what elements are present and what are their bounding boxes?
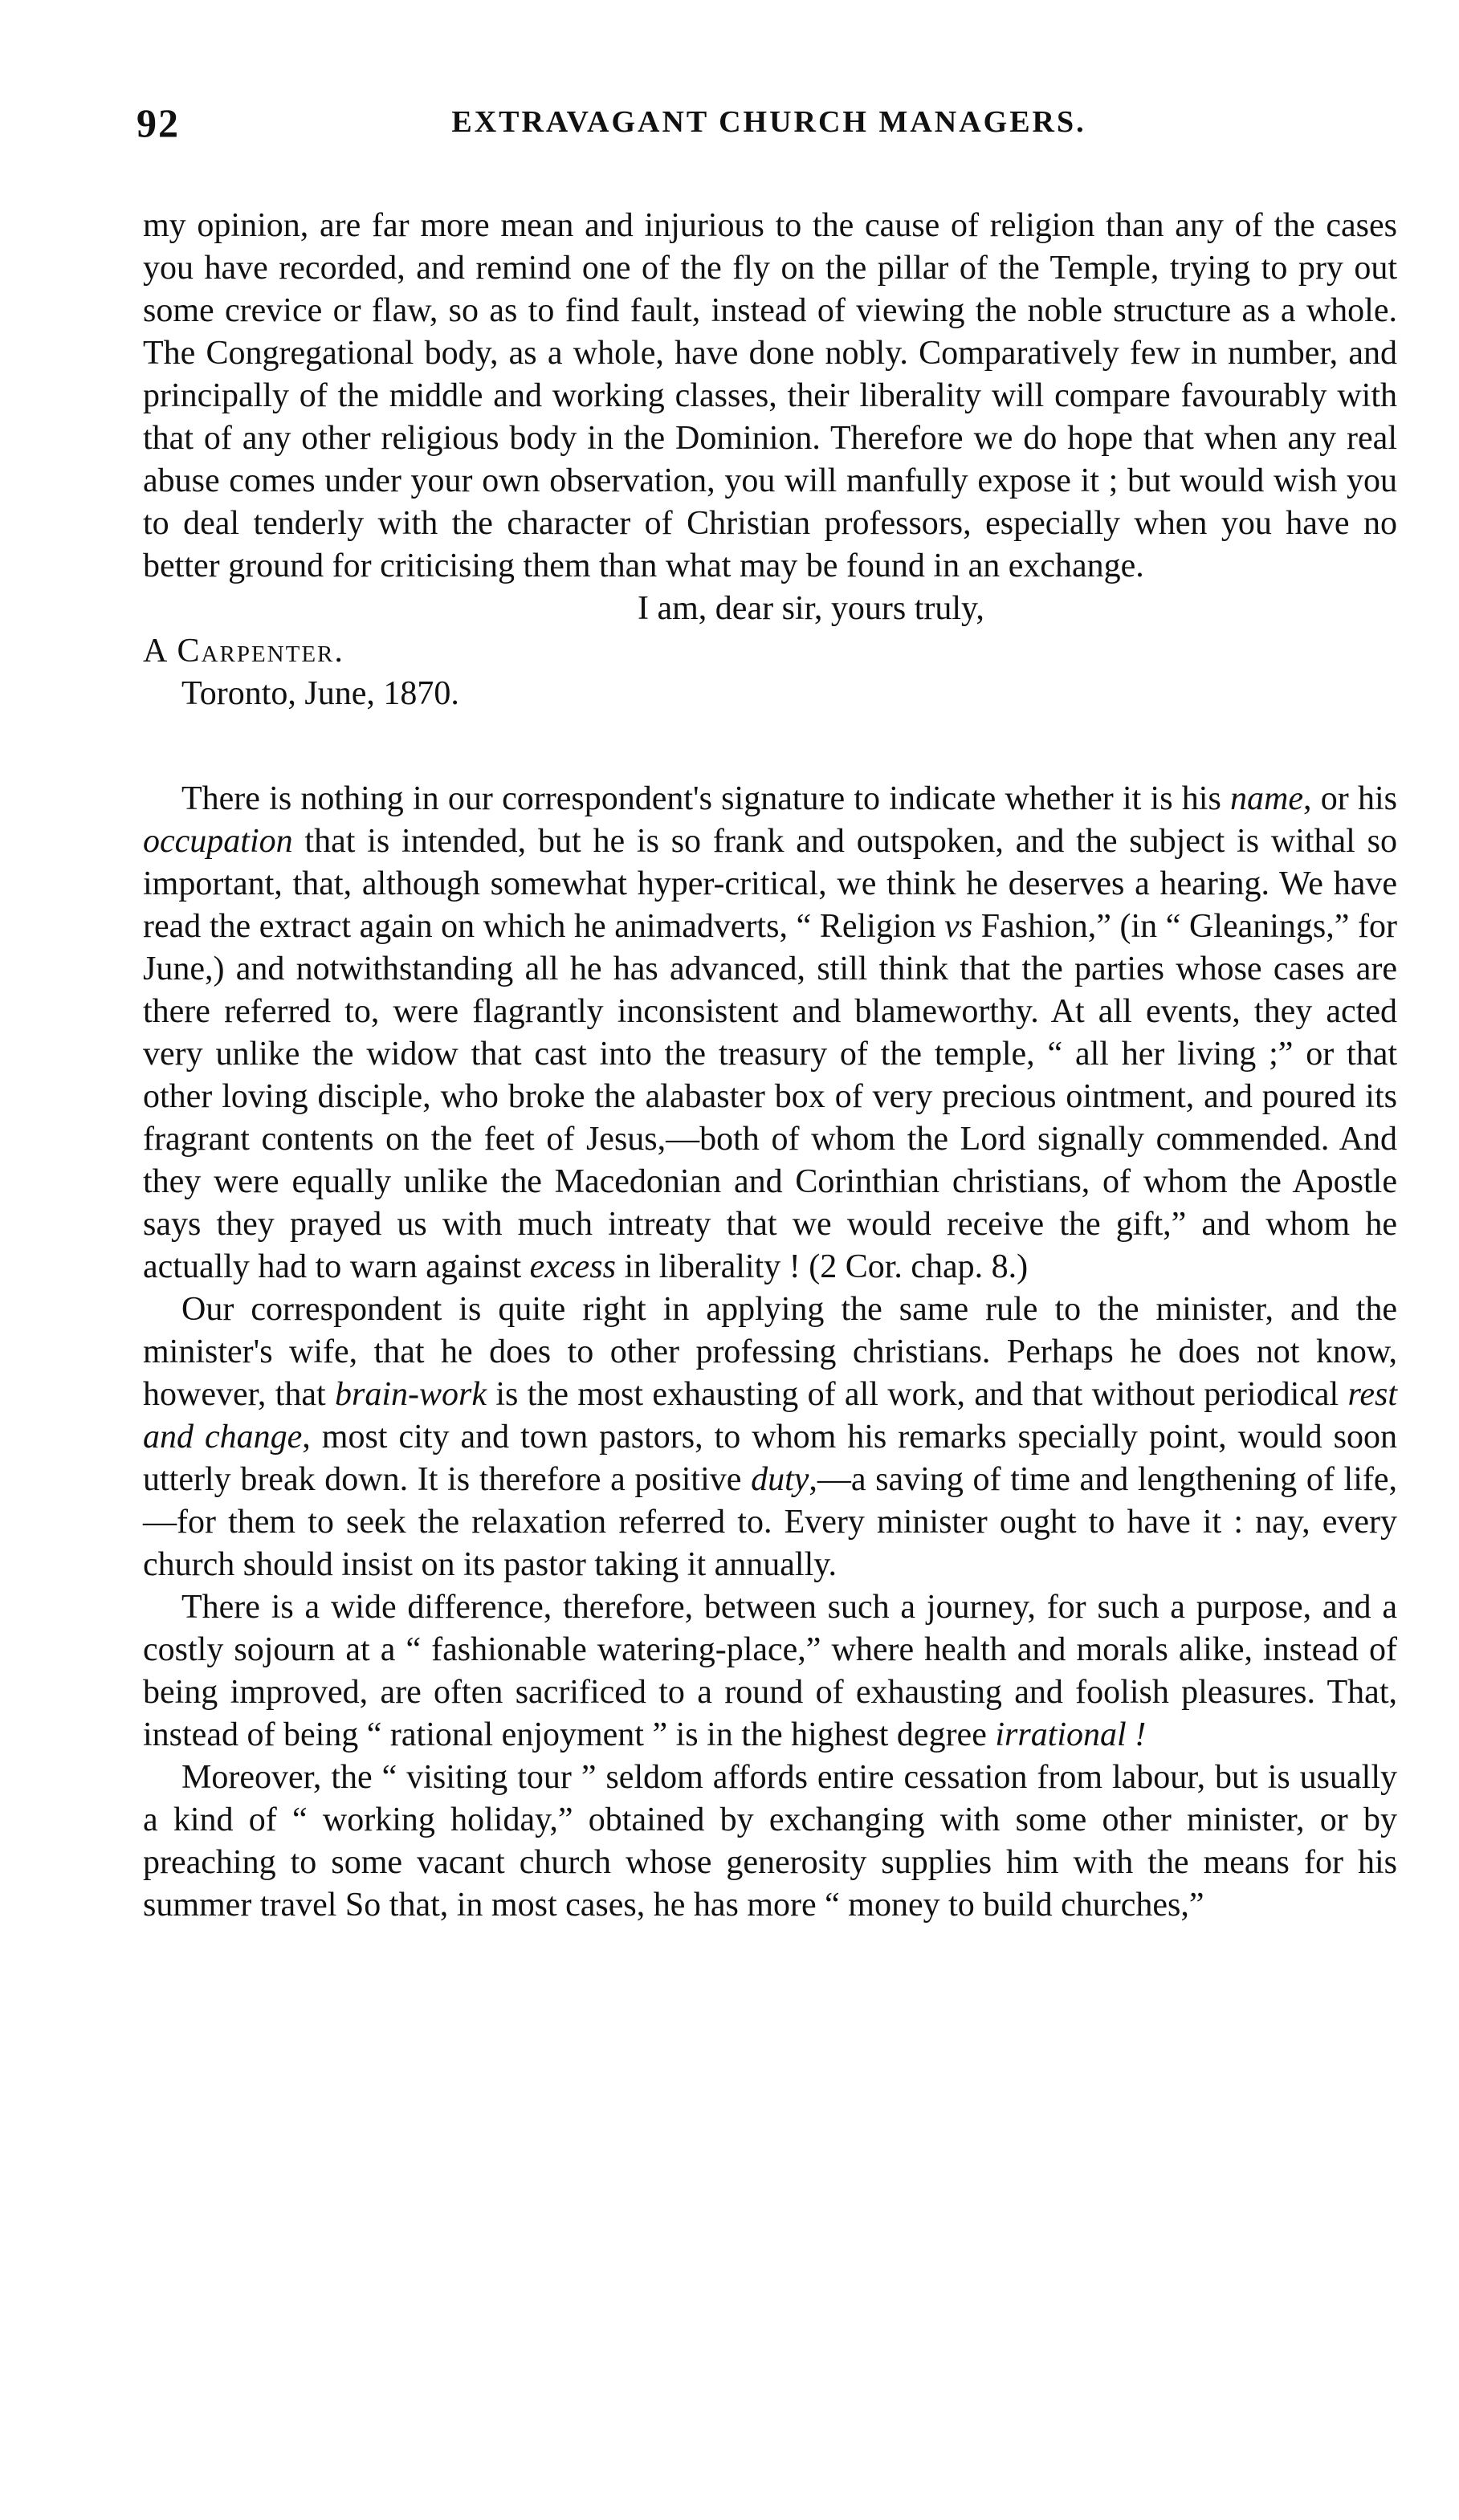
letter-closing: I am, dear sir, yours truly, <box>638 590 984 627</box>
editorial-paragraph-2: Our correspondent is quite right in applying the same rule to the minister, and the minister's wife, that he does to other professing christians. Perhaps he does not know, however, that brain-work is the most exhausting of all work, and that without periodical rest and change, most city and town pastors, to whom his remarks specially point, would soon utterly break down. It is therefore a positive duty,—a saving of time and lengthening of life,—for them to seek the relaxation referred to. Every minister ought to have it : nay, every church should insist on its pastor taking it annually. <box>143 1291 1397 1583</box>
letter-paragraph: my opinion, are far more mean and injurious to the cause of religion than any of the cases you have recorded, and remind one of the fly on the pillar of the Temple, trying to pry out some crevice or flaw, so as to find fault, instead of viewing the noble structure as a whole. The Congregational body, as a whole, have done nobly. Comparatively few in number, and principally of the middle and working classes, their liberality will compare favourably with that of any other religious body in the Dominion. Therefore we do hope that when any real abuse comes under your own observation, you will manfully expose it ; but would wish you to deal tenderly with the character of Christian professors, especially when you have no better ground for criticising them than what may be found in an exchange. <box>143 207 1397 584</box>
running-title: EXTRAVAGANT CHURCH MANAGERS. <box>451 105 1086 139</box>
emphasis-irrational: irrational ! <box>995 1716 1147 1753</box>
emphasis-excess: excess <box>529 1248 616 1285</box>
emphasis-brain-work: brain-work <box>335 1376 487 1413</box>
emphasis-vs: vs <box>944 908 973 945</box>
section-gap <box>143 715 1397 778</box>
letter-signature: A Carpenter. <box>143 633 344 670</box>
editorial-paragraph-4: Moreover, the “ visiting tour ” seldom affords entire cessation from labour, but is usually a kind of “ working holiday,” obtained by exchanging with some other minister, or by preaching to some vacant church whose generosity supplies him with the means for his summer travel So that, in most cases, he has more “ money to build churches,” <box>143 1759 1397 1924</box>
emphasis-rest-and-change: rest and change <box>143 1376 1397 1455</box>
emphasis-occupation: occupation <box>143 823 293 860</box>
emphasis-duty: duty <box>751 1461 809 1498</box>
editorial-paragraph-3: There is a wide difference, therefore, between such a journey, for such a purpose, and a costly sojourn at a “ fashionable watering-place,” where health and morals alike, instead of being improved, are often sacrificed to a round of exhausting and foolish pleasures. That, instead of being “ rational enjoyment ” is in the highest degree irrational ! <box>143 1589 1397 1753</box>
editorial-paragraph-1: There is nothing in our correspondent's signature to indicate whether it is his name, or his occupation that is intended, but he is so frank and outspoken, and the subject is withal so important, that, although somewhat hyper-critical, we think he deserves a hearing. We have read the extract again on which he animadverts, “ Religion vs Fashion,” (in “ Gleanings,” for June,) and notwithstanding all he has advanced, still think that the parties whose cases are there referred to, were flagrantly inconsistent and blameworthy. At all events, they acted very unlike the widow that cast into the treasury of the temple, “ all her living ;” or that other loving disciple, who broke the alabaster box of very precious ointment, and poured its fragrant contents on the feet of Jesus,—both of whom the Lord signally commended. And they were equally unlike the Macedonian and Corinthian christians, of whom the Apostle says they prayed us with much intreaty that we would receive the gift,” and whom he actually had to warn against excess in liberality ! (2 Cor. chap. 8.) <box>143 780 1397 1285</box>
letter-dateline: Toronto, June, 1870. <box>181 675 459 712</box>
page-number: 92 <box>137 100 180 145</box>
page-header <box>137 100 1401 156</box>
emphasis-name: name <box>1230 780 1304 817</box>
page-body <box>143 205 1397 1927</box>
